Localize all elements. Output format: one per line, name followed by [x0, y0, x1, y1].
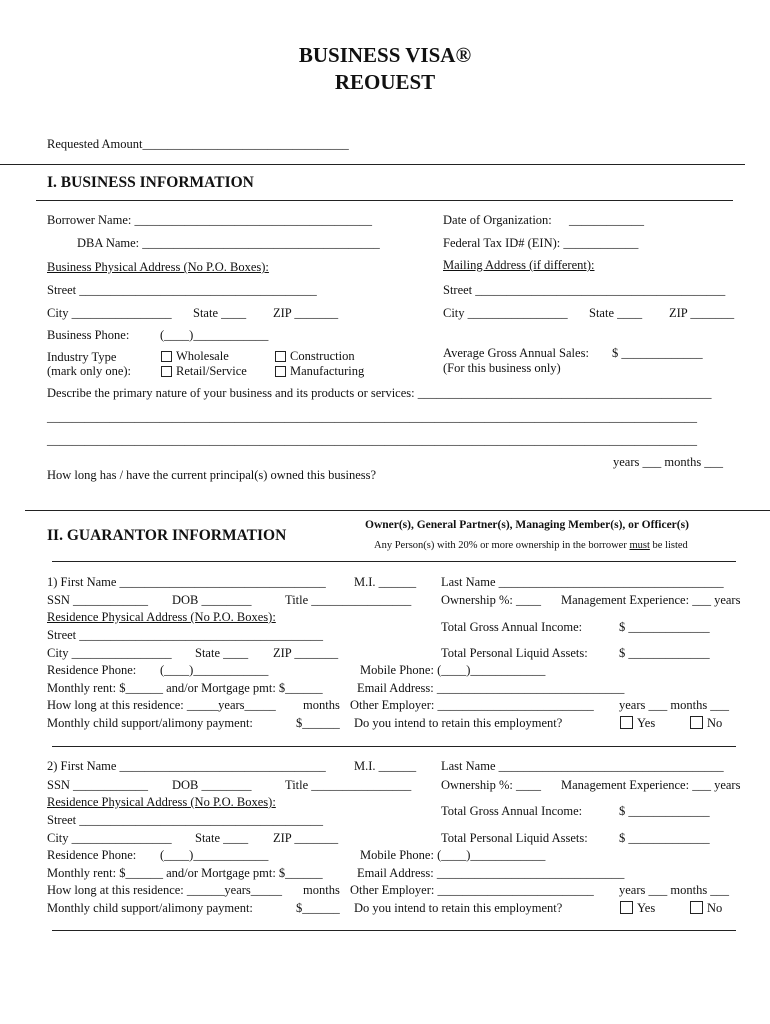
divider: [52, 930, 736, 931]
other-employer-field[interactable]: Other Employer: _________________________: [350, 883, 594, 897]
requested-amount-field[interactable]: Requested Amount_________________________________: [47, 137, 349, 151]
checkbox-icon: [620, 716, 633, 729]
mailing-state-field[interactable]: State ____: [589, 306, 643, 320]
divider: [25, 510, 770, 511]
checkbox-icon: [161, 366, 172, 377]
residence-phone-field[interactable]: (____)____________: [160, 663, 269, 677]
retain-yes-checkbox[interactable]: Yes: [620, 901, 655, 915]
avg-sales-label: Average Gross Annual Sales:: [443, 346, 589, 360]
mobile-phone-field[interactable]: Mobile Phone: (____)____________: [360, 848, 546, 862]
total-income-label: Total Gross Annual Income:: [441, 804, 583, 818]
description-line[interactable]: ________________________________________________________________________________________________________: [47, 433, 697, 447]
description-line[interactable]: ________________________________________________________________________________________________________: [47, 410, 697, 424]
date-org-label: Date of Organization:: [443, 213, 552, 227]
residence-duration-field[interactable]: How long at this residence: _____years_____: [47, 698, 276, 712]
employer-duration-field[interactable]: years ___ months ___: [619, 883, 730, 897]
retain-no-checkbox[interactable]: No: [690, 716, 722, 730]
borrower-name-field[interactable]: Borrower Name: ______________________________________: [47, 213, 372, 227]
retain-no-checkbox[interactable]: No: [690, 901, 722, 915]
child-support-label: Monthly child support/alimony payment:: [47, 716, 253, 730]
date-org-field[interactable]: ____________: [569, 213, 644, 227]
form-title-line2: REOUEST: [334, 70, 436, 94]
ssn-field[interactable]: SSN ____________: [47, 778, 149, 792]
mobile-phone-field[interactable]: Mobile Phone: (____)____________: [360, 663, 546, 677]
mi-field[interactable]: M.I. ______: [354, 759, 417, 773]
industry-type-label: Industry Type: [47, 350, 117, 364]
months-label: months: [303, 883, 340, 897]
business-phone-label: Business Phone:: [47, 328, 130, 342]
monthly-rent-field[interactable]: Monthly rent: $______ and/or Mortgage pmt: $______: [47, 681, 323, 695]
ownership-duration-question: How long has / have the current principal(s) owned this business?: [47, 468, 377, 482]
zip-field[interactable]: ZIP _______: [273, 646, 339, 660]
first-name-field[interactable]: 1) First Name _________________________________: [47, 575, 326, 589]
first-name-field[interactable]: 2) First Name _________________________________: [47, 759, 326, 773]
residence-phone-field[interactable]: (____)____________: [160, 848, 269, 862]
dba-name-field[interactable]: DBA Name: ______________________________________: [77, 236, 380, 250]
ownership-duration-field[interactable]: years ___ months ___: [613, 455, 724, 469]
last-name-field[interactable]: Last Name ____________________________________: [441, 759, 724, 773]
title-field[interactable]: Title ________________: [285, 778, 412, 792]
business-phone-field[interactable]: (____)____________: [160, 328, 269, 342]
title-field[interactable]: Title ________________: [285, 593, 412, 607]
state-field[interactable]: State ____: [195, 646, 249, 660]
liquid-assets-field[interactable]: $ _____________: [619, 646, 710, 660]
employer-duration-field[interactable]: years ___ months ___: [619, 698, 730, 712]
industry-wholesale-checkbox[interactable]: Wholesale: [161, 350, 229, 363]
industry-manufacturing-checkbox[interactable]: Manufacturing: [275, 365, 364, 378]
any-person-note: Any Person(s) with 20% or more ownership in the borrower must be listed: [374, 540, 688, 551]
last-name-field[interactable]: Last Name ____________________________________: [441, 575, 724, 589]
child-support-field[interactable]: $______: [296, 716, 340, 730]
retain-employment-question: Do you intend to retain this employment?: [354, 901, 563, 915]
total-income-field[interactable]: $ _____________: [619, 620, 710, 634]
liquid-assets-label: Total Personal Liquid Assets:: [441, 646, 588, 660]
mailing-zip-field[interactable]: ZIP _______: [669, 306, 735, 320]
total-income-label: Total Gross Annual Income:: [441, 620, 583, 634]
residence-phone-label: Residence Phone:: [47, 848, 137, 862]
dob-field[interactable]: DOB ________: [172, 593, 252, 607]
dob-field[interactable]: DOB ________: [172, 778, 252, 792]
divider: [36, 200, 733, 201]
physical-address-label: Business Physical Address (No P.O. Boxes):: [47, 260, 269, 274]
residence-duration-field[interactable]: How long at this residence: ______years_____: [47, 883, 283, 897]
child-support-label: Monthly child support/alimony payment:: [47, 901, 253, 915]
divider: [52, 561, 736, 562]
monthly-rent-field[interactable]: Monthly rent: $______ and/or Mortgage pmt: $______: [47, 866, 323, 880]
city-field[interactable]: City ________________: [47, 831, 172, 845]
mailing-street-field[interactable]: Street ________________________________________: [443, 283, 726, 297]
ssn-field[interactable]: SSN ____________: [47, 593, 149, 607]
state-field[interactable]: State ____: [193, 306, 247, 320]
ownership-field[interactable]: Ownership %: ____: [441, 778, 541, 792]
zip-field[interactable]: ZIP _______: [273, 306, 339, 320]
liquid-assets-field[interactable]: $ _____________: [619, 831, 710, 845]
section2-heading: II. GUARANTOR INFORMATION: [47, 527, 287, 544]
mgmt-experience-field[interactable]: Management Experience: ___ years: [561, 593, 741, 607]
mailing-city-field[interactable]: City ________________: [443, 306, 568, 320]
email-field[interactable]: Email Address: ______________________________: [357, 866, 625, 880]
industry-construction-checkbox[interactable]: Construction: [275, 350, 355, 363]
avg-sales-field[interactable]: $ _____________: [612, 346, 703, 360]
total-income-field[interactable]: $ _____________: [619, 804, 710, 818]
other-employer-field[interactable]: Other Employer: _________________________: [350, 698, 594, 712]
industry-retail-checkbox[interactable]: Retail/Service: [161, 365, 247, 378]
email-field[interactable]: Email Address: ______________________________: [357, 681, 625, 695]
checkbox-icon: [275, 351, 286, 362]
zip-field[interactable]: ZIP _______: [273, 831, 339, 845]
street-field[interactable]: Street _______________________________________: [47, 813, 324, 827]
state-field[interactable]: State ____: [195, 831, 249, 845]
months-label: months: [303, 698, 340, 712]
residence-phone-label: Residence Phone:: [47, 663, 137, 677]
mailing-address-label: Mailing Address (if different):: [443, 258, 595, 272]
section1-heading: I. BUSINESS INFORMATION: [47, 174, 254, 191]
form-title-line1: BUSINESS VISA®: [298, 43, 472, 67]
street-field[interactable]: Street _______________________________________: [47, 628, 324, 642]
divider: [52, 746, 736, 747]
ownership-field[interactable]: Ownership %: ____: [441, 593, 541, 607]
residence-address-label: Residence Physical Address (No P.O. Boxes):: [47, 610, 276, 624]
industry-type-sub: (mark only one):: [47, 364, 132, 378]
city-field[interactable]: City ________________: [47, 646, 172, 660]
business-description-field[interactable]: Describe the primary nature of your business and its products or services: _______________________________________________: [47, 386, 712, 400]
retain-employment-question: Do you intend to retain this employment?: [354, 716, 563, 730]
owners-subheading: Owner(s), General Partner(s), Managing Member(s), or Officer(s): [365, 519, 689, 531]
liquid-assets-label: Total Personal Liquid Assets:: [441, 831, 588, 845]
divider: [0, 164, 745, 165]
checkbox-icon: [690, 901, 703, 914]
checkbox-icon: [690, 716, 703, 729]
residence-address-label: Residence Physical Address (No P.O. Boxes):: [47, 795, 276, 809]
child-support-field[interactable]: $______: [296, 901, 340, 915]
tax-id-field[interactable]: Federal Tax ID# (EIN): ____________: [443, 236, 639, 250]
avg-sales-sub: (For this business only): [443, 361, 561, 375]
mgmt-experience-field[interactable]: Management Experience: ___ years: [561, 778, 741, 792]
street-field[interactable]: Street ______________________________________: [47, 283, 317, 297]
retain-yes-checkbox[interactable]: Yes: [620, 716, 655, 730]
checkbox-icon: [275, 366, 286, 377]
mi-field[interactable]: M.I. ______: [354, 575, 417, 589]
checkbox-icon: [620, 901, 633, 914]
city-field[interactable]: City ________________: [47, 306, 172, 320]
checkbox-icon: [161, 351, 172, 362]
